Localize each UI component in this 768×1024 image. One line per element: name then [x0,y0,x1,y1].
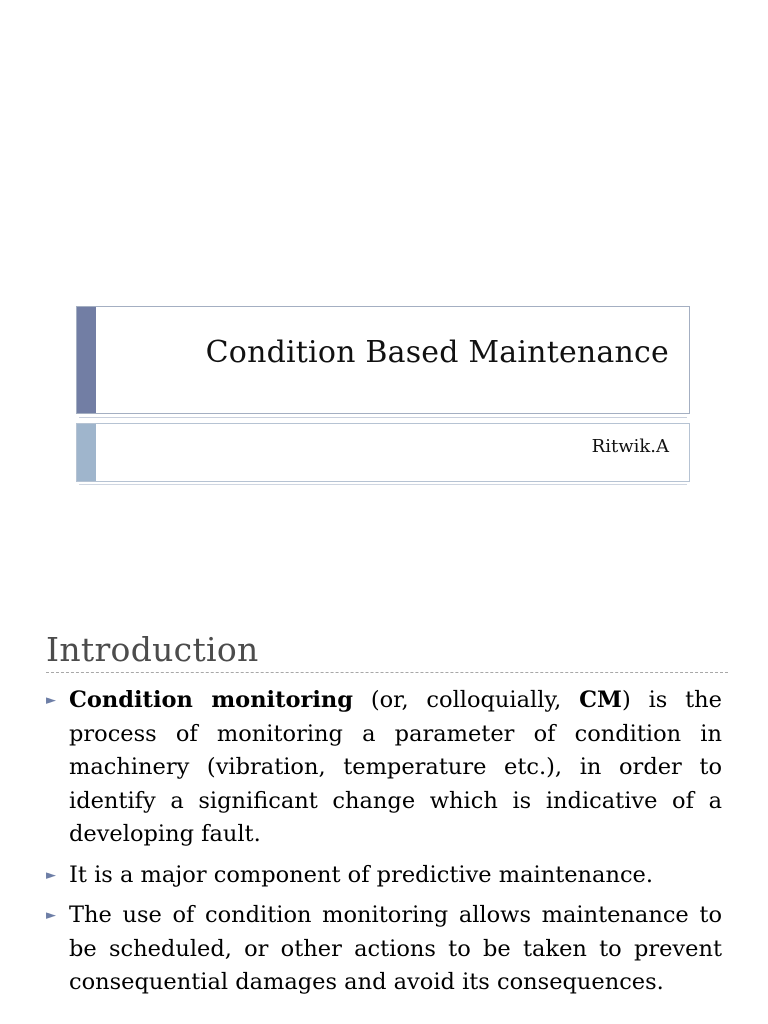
intro-slide [0,600,768,1024]
heading-divider [46,672,728,673]
triangle-right-icon: ► [46,693,56,708]
slide-title: Condition Based Maintenance [205,335,669,370]
title-box [76,306,690,414]
bullet-list [46,684,722,1007]
bullet-bold-term: Condition monitoring [69,687,353,713]
triangle-right-icon: ► [46,908,56,923]
slide-subtitle: Ritwik.A [591,436,669,457]
bullet-text: The use of condition monitoring allows maintenance to be scheduled, or other actions to be taken to prevent consequential damages and avoid its consequences. [69,902,722,995]
bullet-text: It is a major component of predictive maintenance. [69,861,654,888]
bullet-bold-term: CM [579,687,622,713]
bullet-item [46,899,722,1000]
title-accent-bar [77,307,96,413]
triangle-right-icon: ► [46,867,56,883]
subtitle-accent-bar [77,424,96,481]
bullet-text: (or, colloquially, [353,687,580,713]
bullet-item [46,859,722,893]
bullet-item [46,684,722,852]
slide-heading: Introduction [46,630,259,669]
subtitle-box [76,423,690,482]
bullet-text: ) is the process of monitoring a parameter of condition in machinery (vibration, temperature etc.), in order to identify a significant change which is indicative of a developing fault. [69,687,722,847]
